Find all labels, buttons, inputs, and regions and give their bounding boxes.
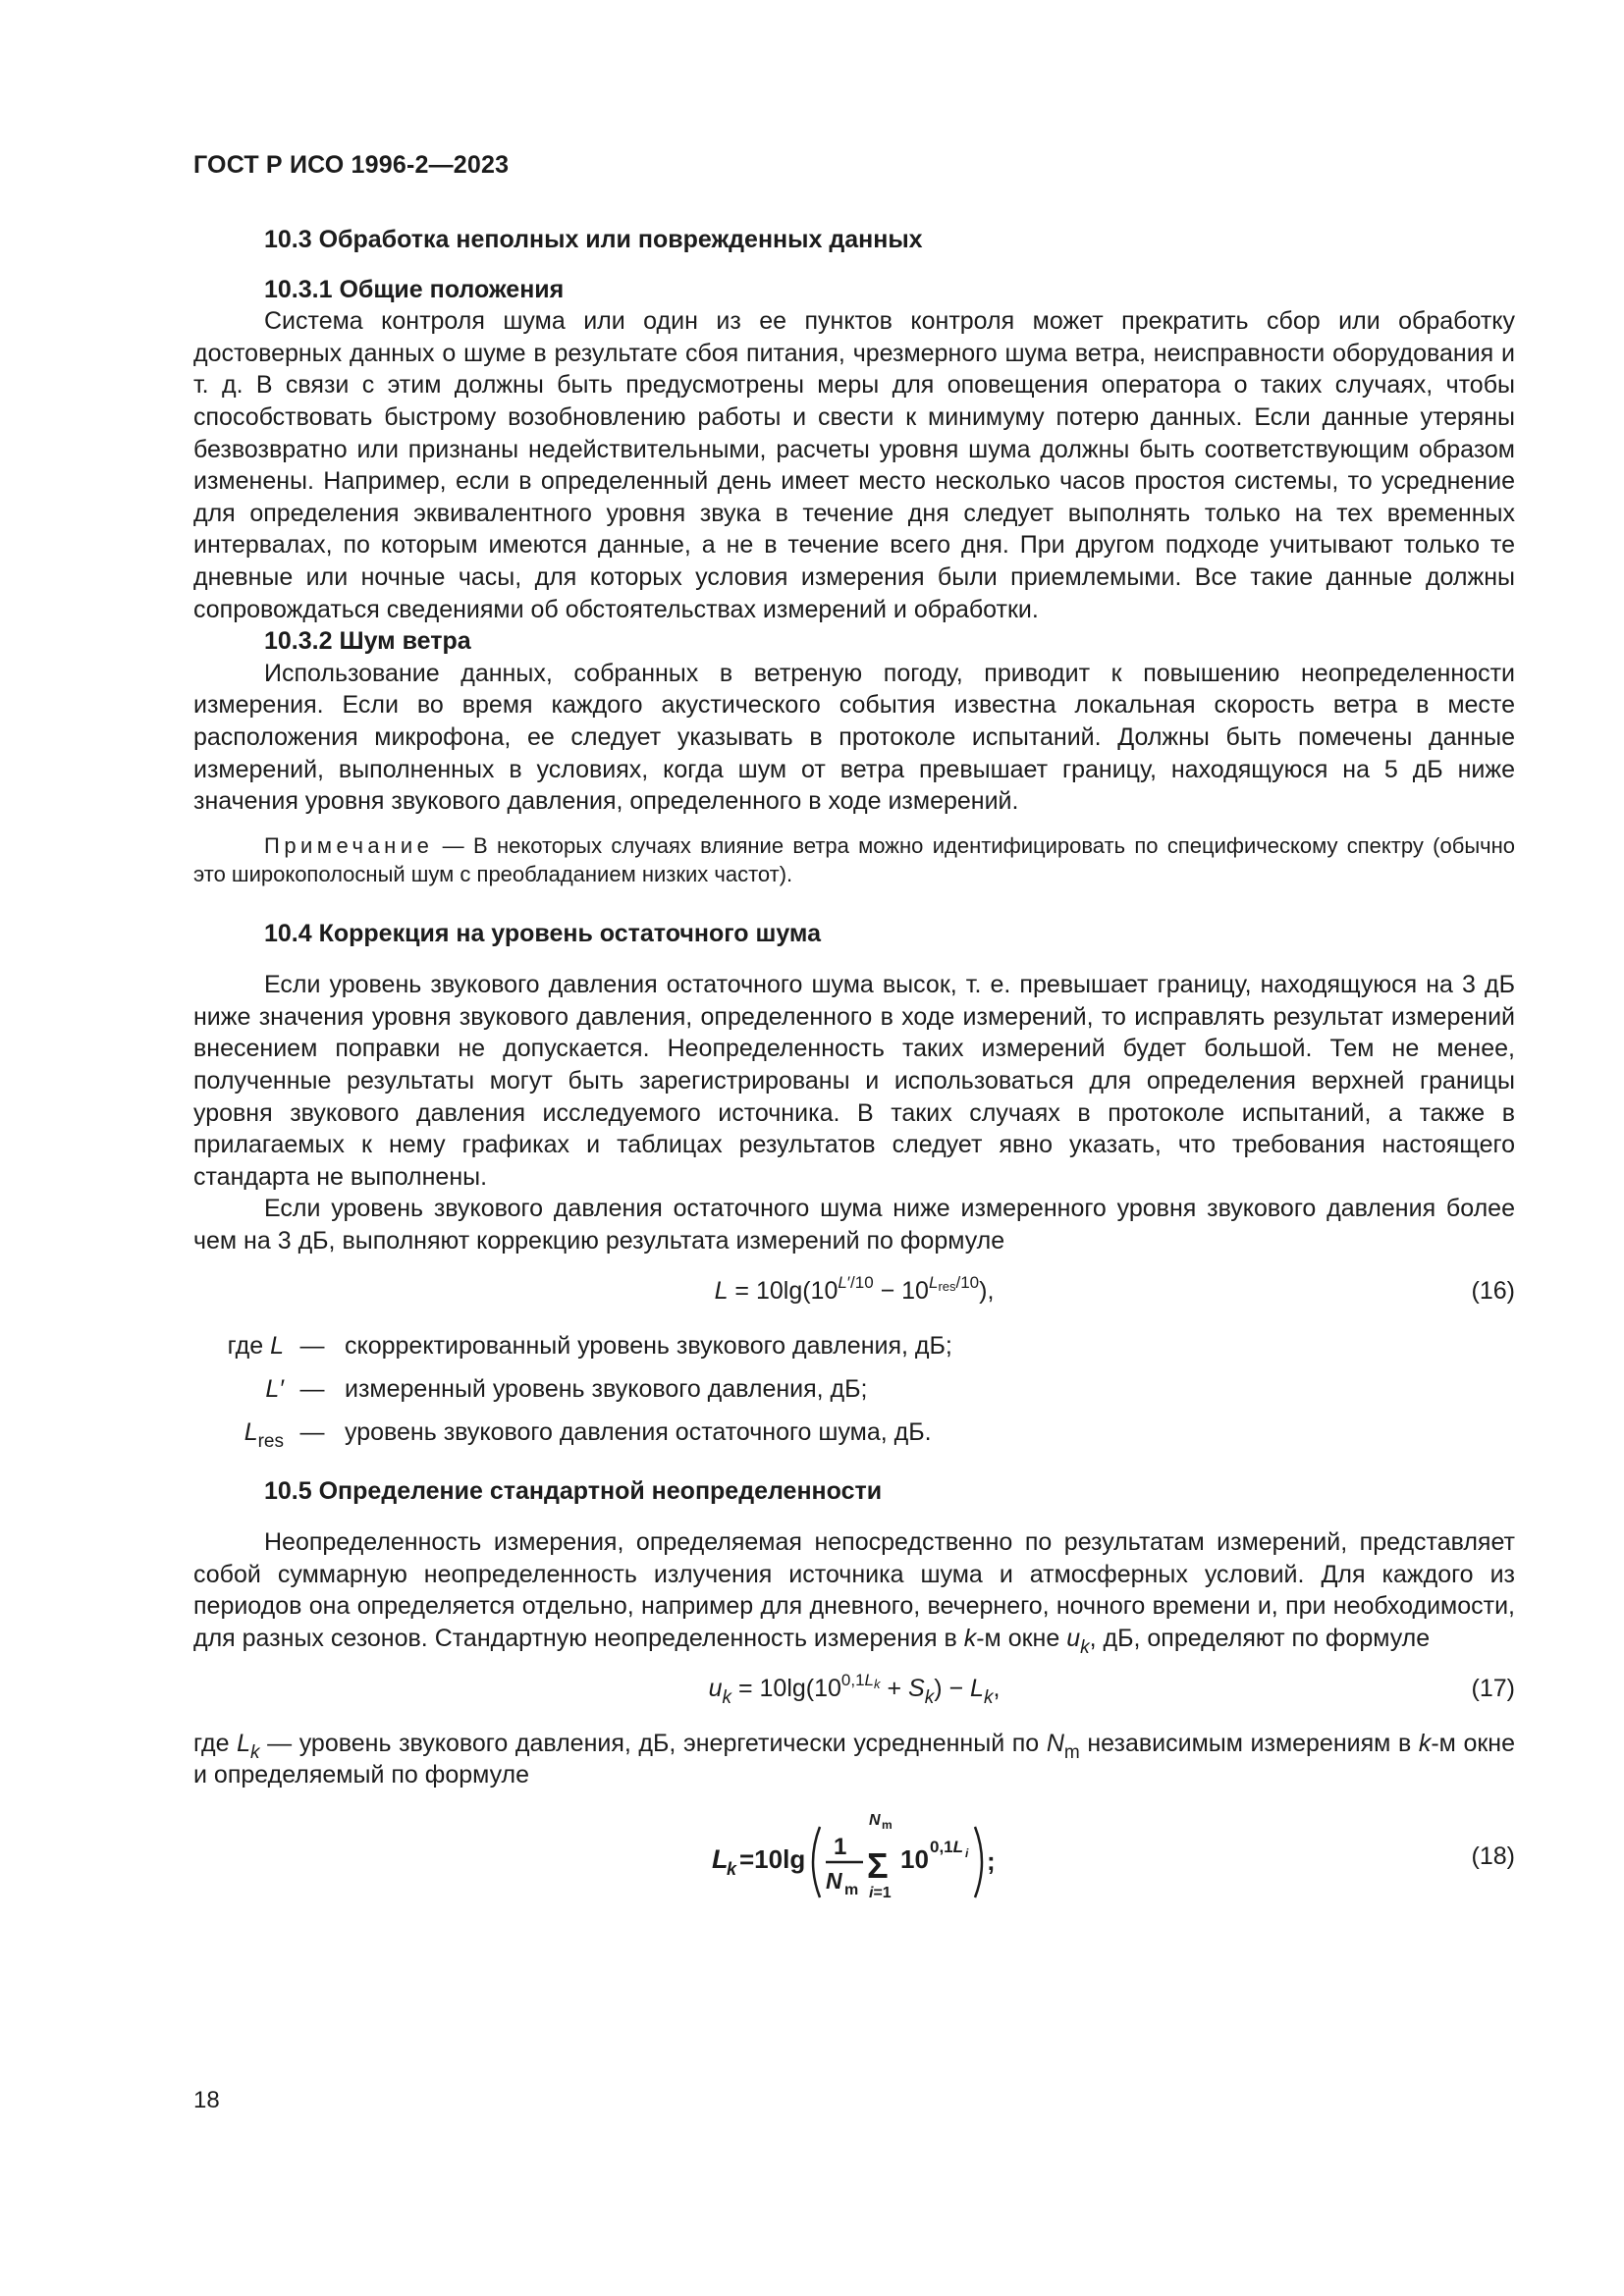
formula-17-number: (17) <box>1471 1674 1515 1702</box>
svg-text:N: N <box>869 1811 881 1829</box>
formula-17 <box>193 1669 1515 1712</box>
svg-text:;: ; <box>987 1845 996 1876</box>
section-10-3-1-title: 10.3.1 Общие положения <box>264 275 565 303</box>
section-10-4-p2: Если уровень звукового давления остаточного шума ниже измеренного уровня звукового давления более чем на 3 дБ, выполняют коррекцию результата измерений по формуле <box>193 1195 1515 1255</box>
definition-row <box>193 1416 1515 1460</box>
svg-text:0,1L: 0,1L <box>930 1837 964 1856</box>
svg-text:i=1: i=1 <box>869 1884 892 1901</box>
svg-text:L: L <box>712 1843 729 1874</box>
svg-text:10: 10 <box>900 1843 929 1874</box>
section-10-5-title: 10.5 Определение стандартной неопределенности <box>264 1476 883 1505</box>
formula-16 <box>193 1271 1515 1314</box>
document-header: ГОСТ Р ИСО 1996-2—2023 <box>193 151 510 179</box>
definition-text: уровень звукового давления остаточного шума, дБ. <box>345 1417 932 1446</box>
definition-symbol: L <box>244 1417 258 1446</box>
section-10-3-1-text: Система контроля шума или один из ее пунктов контроля может прекратить сбор или обработку достоверных данных о шуме в результате сбоя питания, чрезмерного шума ветра, неисправности оборудования и т. д. В связи с этим должны быть предусмотрены меры для оповещения оператора о таких случаях, чтобы способствовать быстрому возобновлению работы и свести к минимуму потерю данных. Если данные утеряны безвозвратно или признаны недействительными, расчеты уровня шума должны быть соответствующим образом изменены. Например, если в определенный день имеет место несколько часов простоя системы, то усреднение для определения эквивалентного уровня звука в течение дня следует выполнять только на тех временных интервалах, по которым имеются данные, а не в течение всего дня. При другом подходе учитывают только те дневные или ночные часы, для которых условия измерения были приемлемыми. Все такие данные должны сопровождаться сведениями об обстоятельствах измерений и обработки. <box>193 307 1515 623</box>
section-10-4-p1: Если уровень звукового давления остаточного шума высок, т. е. превышает границу, находящуюся на 3 дБ ниже значения уровня звукового давления, определенного в ходе измерений, то исправлять результат измерений внесением поправки не допускается. Неопределенность таких измерений будет большой. Тем не менее, полученные результаты могут быть зарегистрированы и использоваться для определения верхней границы уровня звукового давления исследуемого источника. В таких случаях в протоколе испытаний, а также в прилагаемых к нему графиках и таблицах результатов следует явно указать, что требования настоящего стандарта не выполнены. <box>193 971 1515 1191</box>
note-paragraph <box>193 831 1515 888</box>
note-text: — В некоторых случаях влияние ветра можно идентифицировать по специфическому спектру (обычно это широкополосный шум с преобладанием низких частот). <box>193 832 1515 886</box>
definition-row <box>193 1330 1515 1373</box>
svg-text:m: m <box>844 1881 859 1898</box>
definition-dash: — <box>299 1331 325 1360</box>
note-label: Примечание <box>264 832 434 858</box>
svg-text:m: m <box>882 1817 893 1832</box>
definition-dash: — <box>299 1417 325 1446</box>
definition-text: скорректированный уровень звукового давления, дБ; <box>345 1331 952 1360</box>
formula-16-expression: $L = 10\lg(10^{L'/10} - 10^{Lres/10})$, <box>714 1272 995 1305</box>
page-number: 18 <box>193 2087 220 2113</box>
formula-16-number: (16) <box>1471 1276 1515 1305</box>
svg-text:i: i <box>965 1845 969 1860</box>
definition-dash: — <box>299 1374 325 1403</box>
svg-text:k: k <box>727 1858 737 1879</box>
section-10-4-title: 10.4 Коррекция на уровень остаточного шума <box>264 919 822 947</box>
formula-18 <box>193 1797 1515 1925</box>
section-10-3-2-title: 10.3.2 Шум ветра <box>264 627 471 656</box>
section-10-5-p1: Неопределенность измерения, определяемая непосредственно по результатам измерений, представляет собой суммарную неопределенность излучения источника шума и атмосферных условий. Для каждого из периодов она определяется отдельно, например для дневного, вечернего, ночного времени и, при необходимости, для разных сезонов. Стандартную неопределенность измерения в k-м окне $u_k$, дБ, определяют по формуле <box>193 1528 1515 1658</box>
svg-text:N: N <box>826 1867 842 1894</box>
where-label: где <box>227 1331 264 1360</box>
page-content <box>193 224 1515 1925</box>
definition-row <box>193 1373 1515 1416</box>
section-10-3-2-text: Использование данных, собранных в ветреную погоду, приводит к повышению неопределенности измерения. Если во время каждого акустического события известна локальная скорость ветра в месте расположения микрофона, ее следует указывать в протоколе испытаний. Должны быть помечены данные измерений, выполненных в условиях, когда шум от ветра превышает границу, находящуюся на 5 дБ ниже значения уровня звукового давления, определенного в ходе измерений. <box>193 659 1515 816</box>
formula-18-expression <box>704 1797 1057 1925</box>
svg-text:=10lg: =10lg <box>739 1843 806 1874</box>
definition-symbol: L <box>270 1331 284 1360</box>
section-10-3-title: 10.3 Обработка неполных или поврежденных данных <box>264 226 923 253</box>
formula-16-definitions <box>193 1330 1515 1460</box>
section-10-5-p2: где $L_k$ — уровень звукового давления, дБ, энергетически усредненный по $N_m$ независимым измерениям в k-м окне и определяемый по формуле <box>193 1729 1516 1789</box>
formula-17-expression: $u_k = 10\lg(10^{0,1Lk} + S_k) - L_k$, <box>708 1670 1001 1708</box>
formula-18-number: (18) <box>1471 1842 1515 1870</box>
definition-text: измеренный уровень звукового давления, дБ; <box>345 1374 868 1403</box>
svg-text:Σ: Σ <box>867 1844 889 1886</box>
svg-text:1: 1 <box>834 1833 847 1860</box>
definition-symbol: L′ <box>265 1374 284 1403</box>
definition-subscript: res <box>257 1430 284 1452</box>
